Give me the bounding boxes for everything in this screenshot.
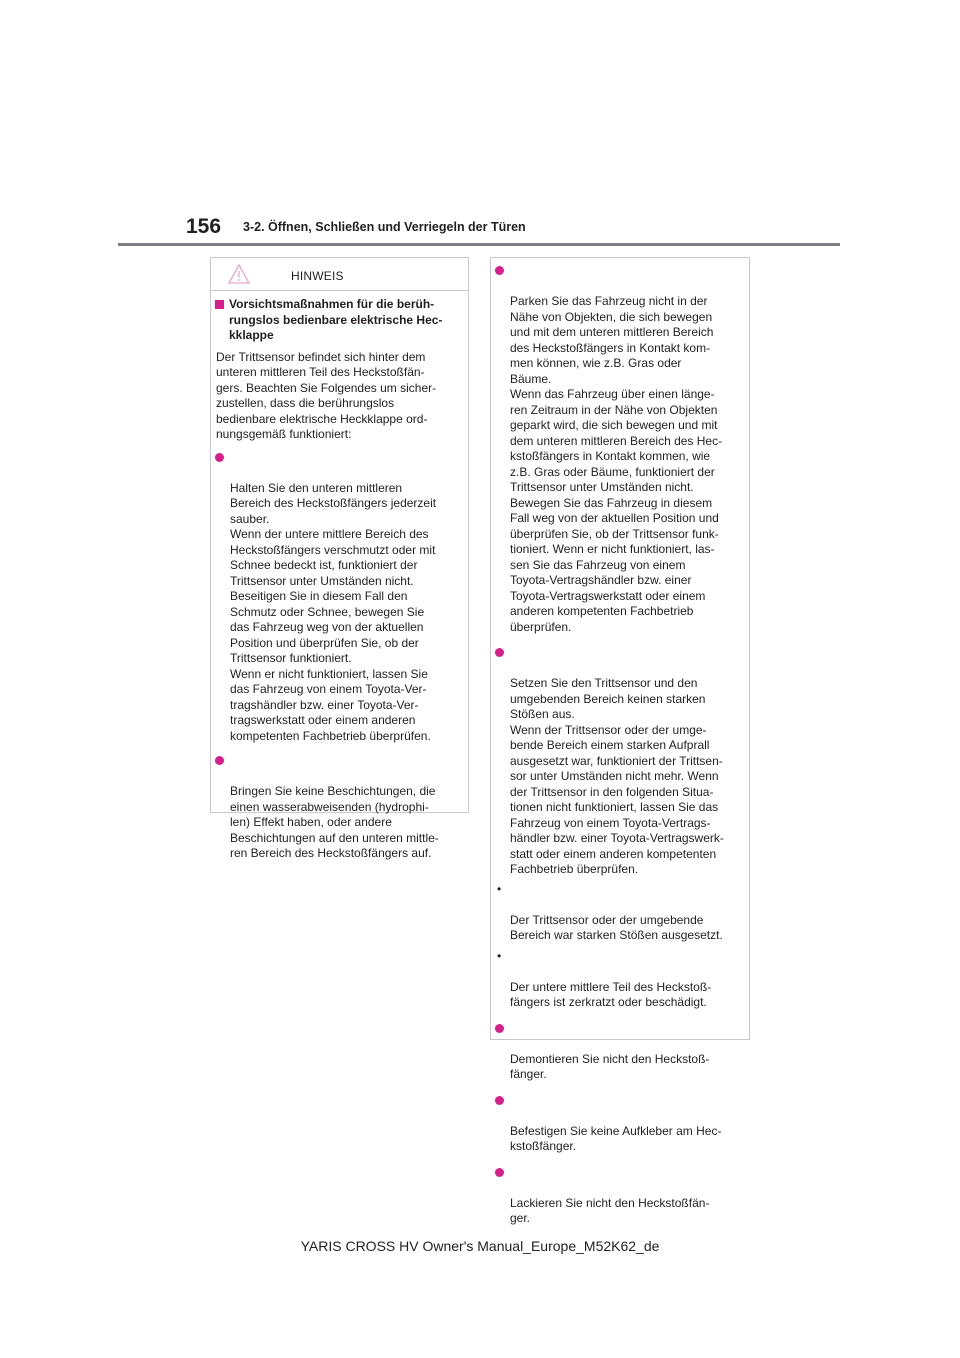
bullet-dot-icon: [215, 756, 224, 765]
notice-heading: [211, 291, 468, 344]
bullet-small-dot-icon: •: [497, 948, 502, 963]
bullet-small-dot-icon: •: [497, 881, 502, 896]
header-rule: [118, 243, 840, 246]
bullet-dot-icon: [495, 1024, 504, 1033]
list-item: [491, 263, 749, 635]
list-item: [491, 1165, 749, 1227]
page-number: 156: [186, 215, 222, 238]
bullet-dot-icon: [495, 266, 504, 275]
list-item-text: Befestigen Sie keine Aufkleber am Hec- kstoßfänger.: [510, 1123, 722, 1153]
notice-content-continued: [491, 263, 749, 1227]
bullet-dot-icon: [495, 648, 504, 657]
notice-content: [211, 291, 468, 862]
square-marker-icon: [215, 300, 224, 309]
list-item-text: Parken Sie das Fahrzeug nicht in der Nähe von Objekten, die sich bewegen und mit dem unteren mittleren Bereich des Heckstoßfängers in Kontakt kom- men können, wie z.B. Gras oder Bäume. Wenn das Fahrzeug über einen länge- ren Zeitraum in der Nähe von Objekten geparkt wird, die sich bewegen und mit dem unteren mittleren Bereich des Hec- kstoßfängers in Kontakt kommen, wie z.B. Gras oder Bäume, funktioniert der Trittsensor unter Umständen nicht. Bewegen Sie das Fahrzeug in diesem Fall weg von der aktuellen Position und überprüfen Sie, ob der Trittsensor funk- tioniert. Wenn er nicht funktioniert, las- sen Sie das Fahrzeug von einem Toyota-Vertragshändler bzw. einer Toyota-Vertragswerkstatt oder einem anderen kompetenten Fachbetrieb überprüfen.: [510, 294, 723, 634]
notice-box-left: [210, 257, 469, 860]
sub-list-item-text: Der Trittsensor oder der umgebende Bereich war starken Stößen ausgesetzt.: [510, 912, 723, 942]
sub-list-item-text: Der untere mittlere Teil des Heckstoß- fängers ist zerkratzt oder beschädigt.: [510, 979, 712, 1009]
notice-intro: Der Trittsensor befindet sich hinter dem unteren mittleren Teil des Heckstoßfän- gers. Beachten Sie Folgendes um sicher- zustellen, dass die berührungslos bedienbare elektrische Heckklappe ord- nungsgemäß funktioniert:: [216, 349, 437, 441]
notice-box-right: [490, 257, 750, 1225]
list-item-text: Lackieren Sie nicht den Heckstoßfän- ger.: [510, 1195, 710, 1225]
bullet-dot-icon: [215, 453, 224, 462]
list-item-text: Setzen Sie den Trittsensor und den umgebenden Bereich keinen starken Stößen aus. Wenn der Trittsensor oder der umge- bende Bereich einem starken Aufprall ausgesetzt war, funktioniert der Trittsen- sor unter Umständen nicht mehr. Wenn der Trittsensor in den folgenden Situa- tionen nicht funktioniert, lassen Sie das Fahrzeug von einem Toyota-Vertrags- händler bzw. einer Toyota-Vertragswerk- statt oder einem anderen kompetenten Fachbetrieb überprüfen.: [510, 676, 724, 876]
notice-heading-text: Vorsichtsmaßnahmen für die berüh- rungslos bedienbare elektrische Hec- kklappe: [229, 297, 443, 342]
section-title: 3-2. Öffnen, Schließen und Verriegeln der Türen: [243, 220, 526, 234]
sub-list-item: [491, 882, 749, 944]
list-item: [491, 1021, 749, 1083]
bullet-dot-icon: [495, 1096, 504, 1105]
list-item: [491, 645, 749, 878]
notice-header: [211, 262, 468, 290]
list-item: [211, 753, 468, 862]
list-item-text: Bringen Sie keine Beschichtungen, die einen wasserabweisenden (hydrophi- len) Effekt haben, oder andere Beschichtungen auf den unteren mittle- ren Bereich des Heckstoßfängers auf.: [230, 784, 439, 860]
notice-label: HINWEIS: [291, 269, 344, 283]
sub-list-item: [491, 949, 749, 1011]
list-item-text: Demontieren Sie nicht den Heckstoß- fänger.: [510, 1051, 710, 1081]
list-item: [211, 450, 468, 745]
bullet-dot-icon: [495, 1168, 504, 1177]
list-item: [491, 1093, 749, 1155]
footer-manual-id: YARIS CROSS HV Owner's Manual_Europe_M52K62_de: [300, 1238, 660, 1254]
list-item-text: Halten Sie den unteren mittleren Bereich des Heckstoßfängers jederzeit sauber. Wenn der untere mittlere Bereich des Heckstoßfängers verschmutzt oder mit Schnee bedeckt ist, funktioniert der Trittsensor unter Umständen nicht. Beseitigen Sie in diesem Fall den Schmutz oder Schnee, bewegen Sie das Fahrzeug weg von der aktuellen Position und überprüfen Sie, ob der Trittsensor funktioniert. Wenn er nicht funktioniert, lassen Sie das Fahrzeug von einem Toyota-Ver- tragshändler bzw. einer Toyota-Ver- tragswerkstatt oder einem anderen kompetenten Fachbetrieb überprüfen.: [230, 480, 437, 743]
warning-triangle-icon: [228, 264, 250, 284]
